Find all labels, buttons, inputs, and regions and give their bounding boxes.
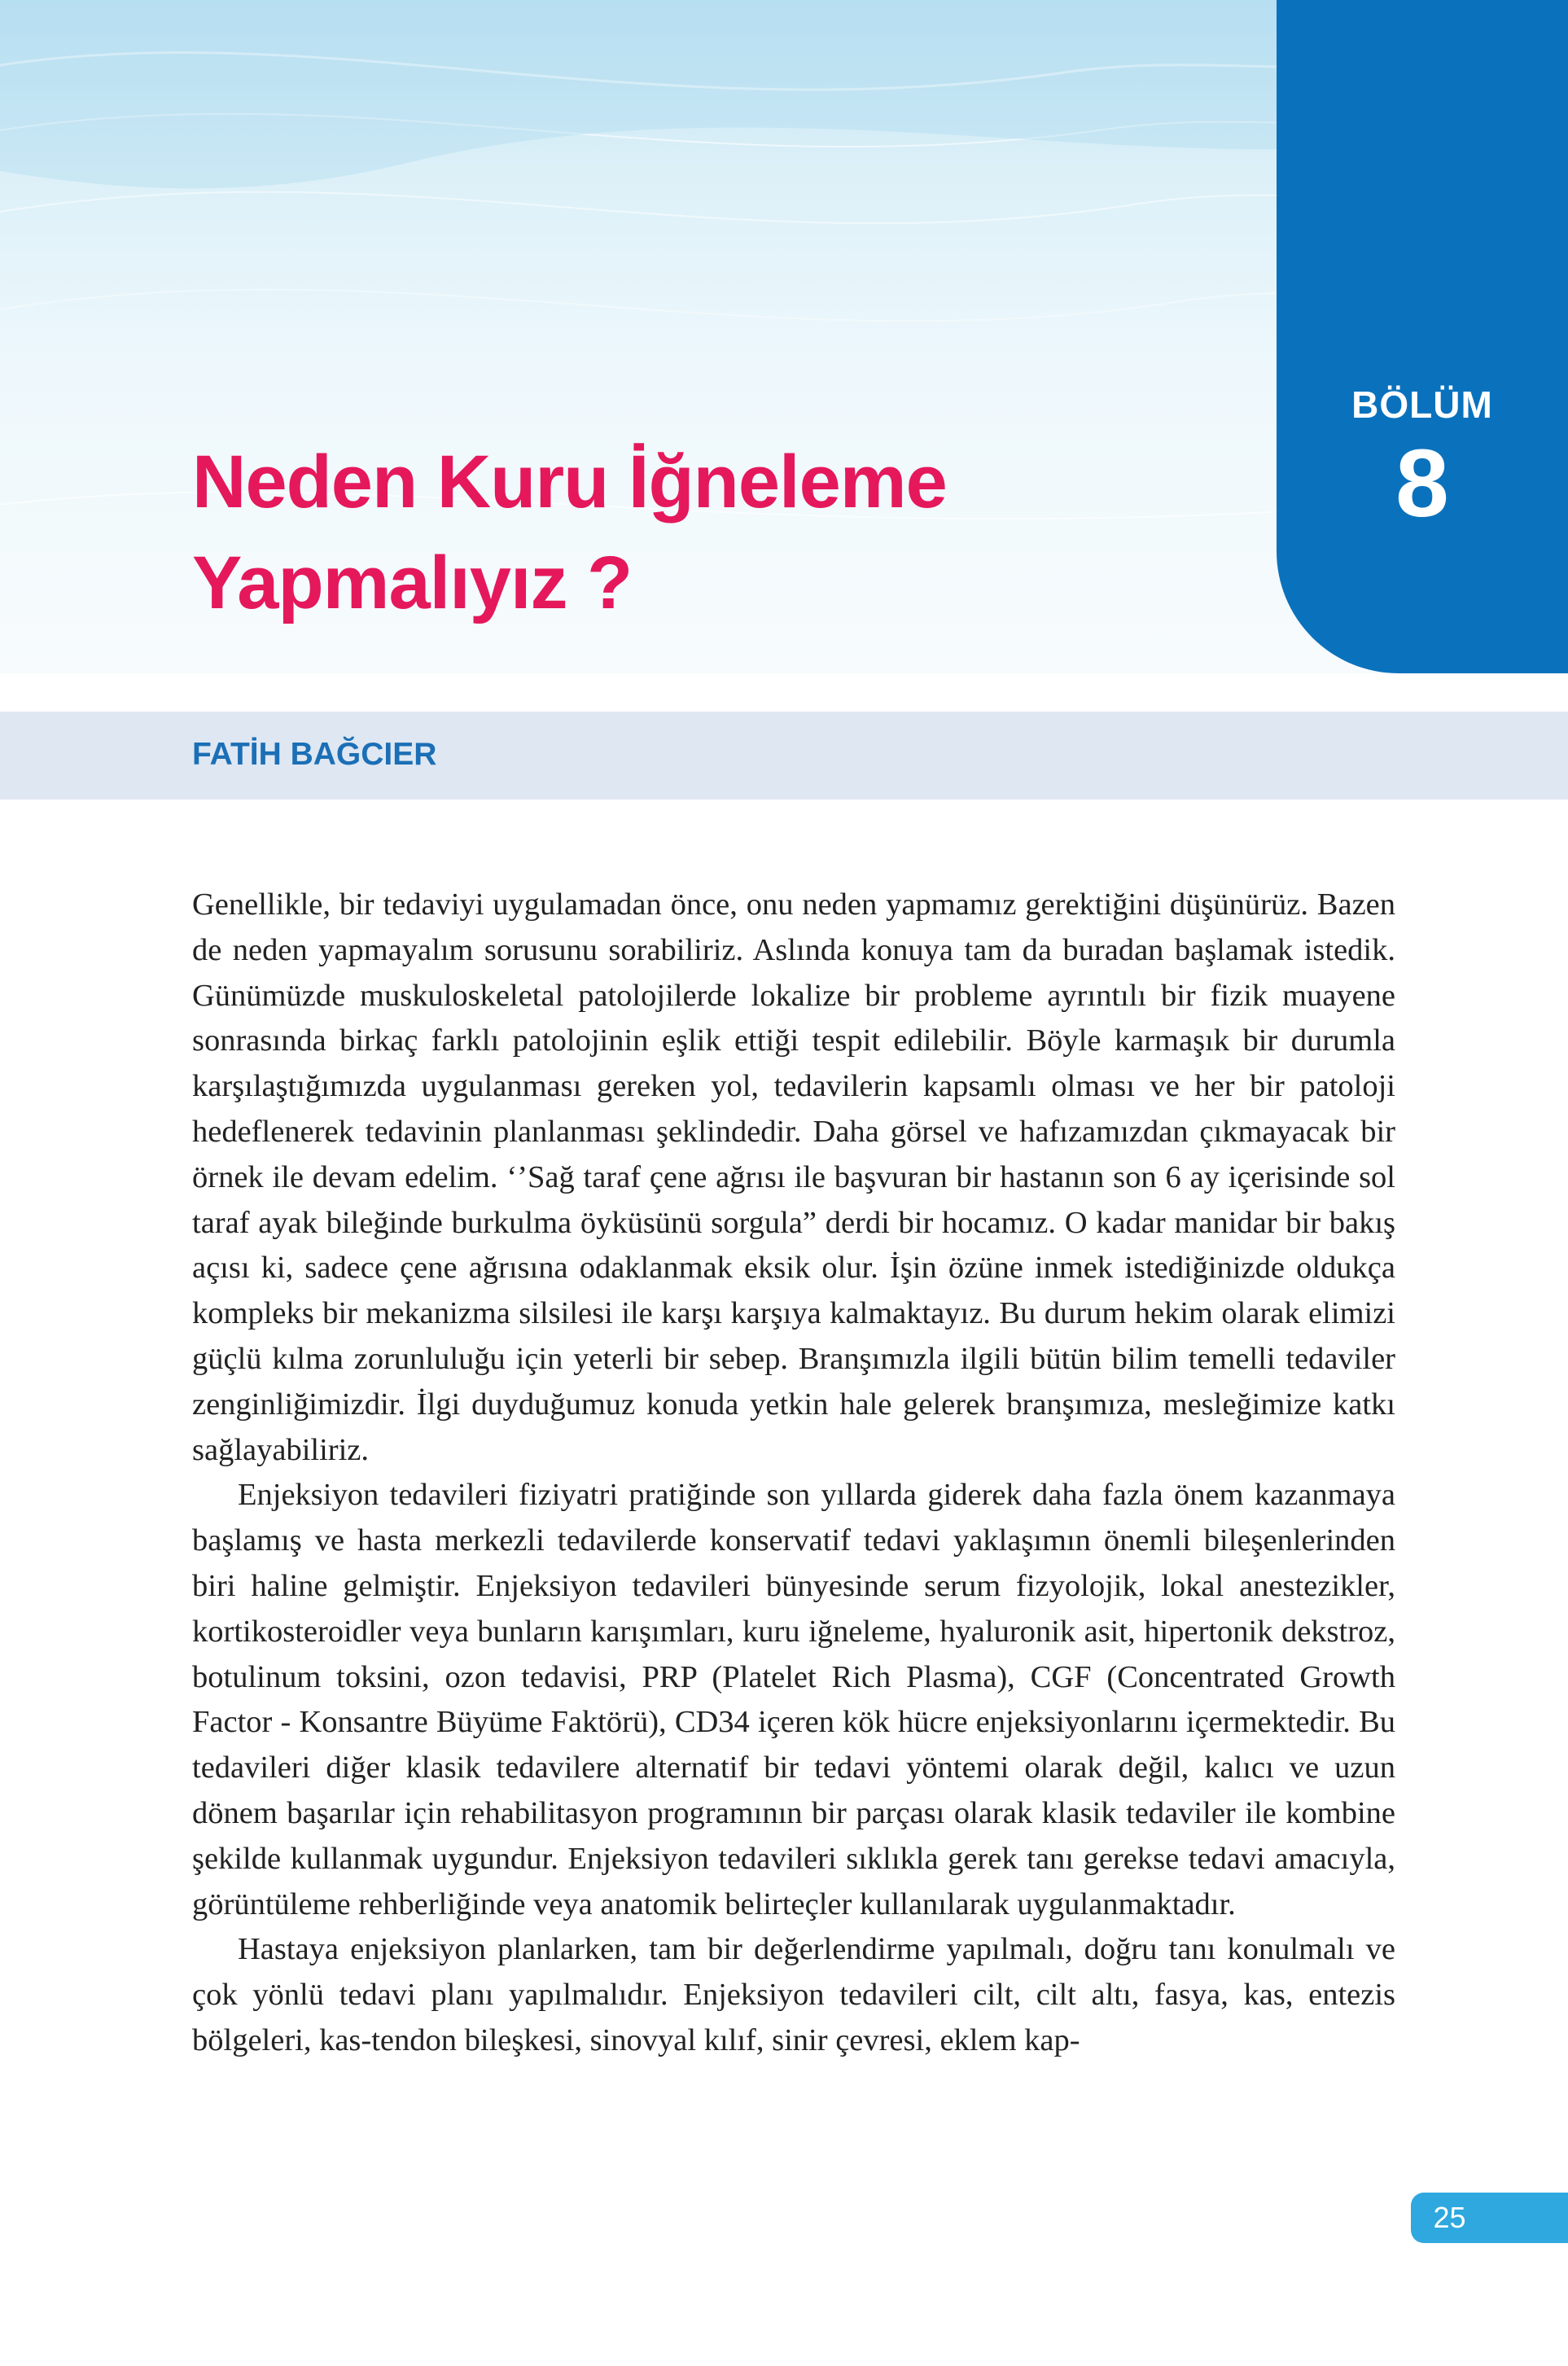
author-name: FATİH BAĞCIER: [192, 737, 437, 772]
chapter-title: [192, 432, 1210, 633]
paragraph: Enjeksiyon tedavileri fiziyatri pratiğinde son yıllarda giderek daha fazla önem kazanmaya başlamış ve hasta merkezli tedavilerde konservatif tedavi yaklaşımın önemli bileşenlerinden biri haline gelmiştir. Enjeksiyon tedavileri bünyesinde serum fizyolojik, lokal anestezikler, kortikosteroidler veya bunların karışımları, kuru iğneleme, hyaluronik asit, hipertonik dekstroz, botulinum toksini, ozon tedavisi, PRP (Platelet Rich Plasma), CGF (Concentrated Growth Factor - Konsantre Büyüme Faktörü), CD34 içeren kök hücre enjeksiyonlarını içermektedir. Bu tedavileri diğer klasik tedavilere alternatif bir tedavi yöntemi olarak değil, kalıcı ve uzun dönem başarılar için rehabilitasyon programının bir parçası olarak klasik tedaviler ile kombine şekilde kullanmak uygundur. Enjeksiyon tedavileri sıklıkla gerek tanı gerekse tedavi amacıyla, görüntüleme rehberliğinde veya anatomik belirteçler kullanılarak uygulanmaktadır.: [192, 1478, 1395, 1921]
paragraph: Genellikle, bir tedaviyi uygulamadan önce, onu neden yapmamız gerektiğini düşünürüz. Bazen de neden yapmayalım sorusunu sorabiliriz. Aslında konuya tam da buradan başlamak istedik. Günümüzde muskuloskeletal patolojilerde lokalize bir probleme ayrıntılı bir fizik muayene sonrasında birkaç farklı patolojinin eşlik ettiği tespit edilebilir. Böyle karmaşık bir durumla karşılaştığımızda uygulanması gereken yol, tedavilerin kapsamlı olması ve her bir patoloji hedeflenerek tedavinin planlanması şeklindedir. Daha görsel ve hafızamızdan çıkmayacak bir örnek ile devam edelim. ‘’Sağ taraf çene ağrısı ile başvuran bir hastanın son 6 ay içerisinde sol taraf ayak bileğinde burkulma öyküsünü sorgula” derdi bir hocamız. O kadar manidar bir bakış açısı ki, sadece çene ağrısına odaklanmak eksik olur. İşin özüne inmek istediğinizde oldukça kompleks bir mekanizma silsilesi ile karşı karşıya kalmaktayız. Bu durum hekim olarak elimizi güçlü kılma zorunluluğu için yeterli bir sebep. Branşımızla ilgili bütün bilim temelli tedaviler zenginliğimizdir. İlgi duyduğumuz konuda yetkin hale gelerek branşımıza, mesleğimize katkı sağlayabiliriz.: [192, 887, 1395, 1467]
chapter-label: BÖLÜM: [1351, 383, 1493, 426]
body-text: [192, 883, 1395, 2064]
chapter-number: 8: [1395, 430, 1449, 537]
paragraph: Hastaya enjeksiyon planlarken, tam bir değerlendirme yapılmalı, doğru tanı konulmalı ve çok yönlü tedavi planı yapılmalıdır. Enjeksiyon tedavileri cilt, cilt altı, fasya, kas, entezis bölgeleri, kas-tendon bileşkesi, sinovyal kılıf, sinir çevresi, eklem kap-: [192, 1932, 1395, 2057]
page-number: 25: [1433, 2201, 1466, 2234]
chapter-title-line-2: Yapmalıyız ?: [192, 541, 633, 624]
chapter-tab: [1277, 0, 1568, 673]
chapter-title-line-1: Neden Kuru İğneleme: [192, 440, 947, 524]
